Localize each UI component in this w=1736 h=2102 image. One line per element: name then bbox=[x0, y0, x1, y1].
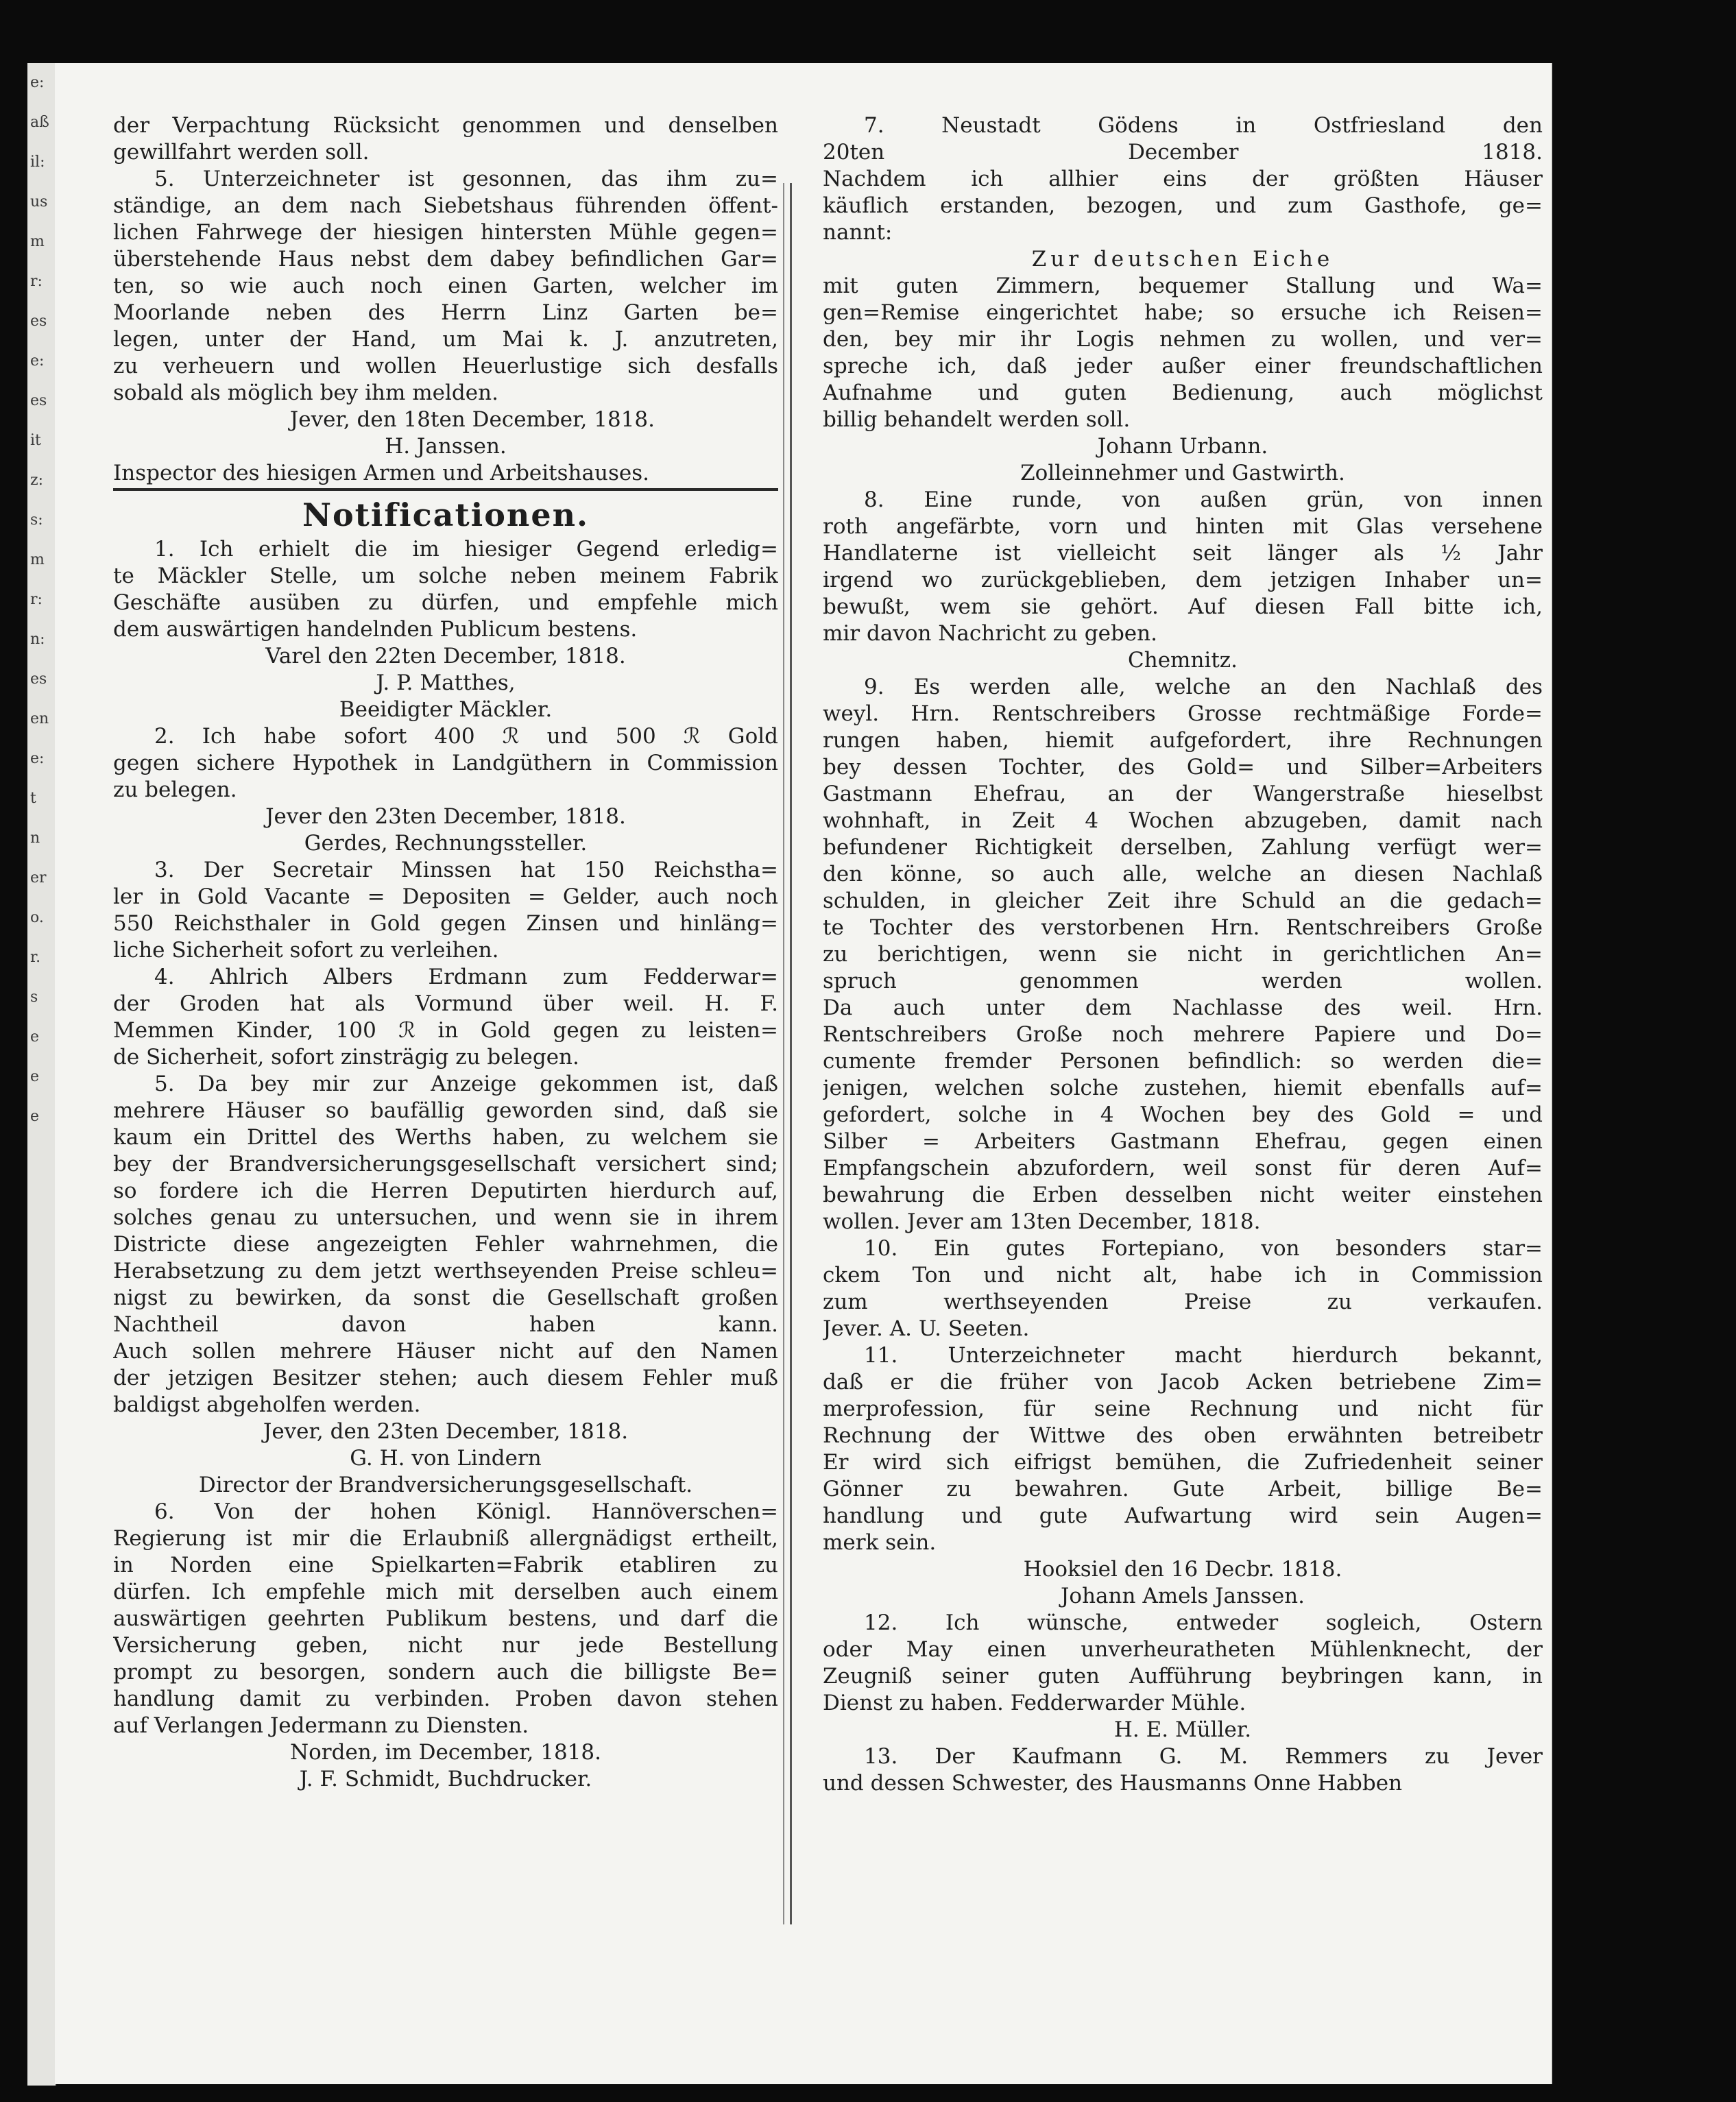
prev-page-fragment: s bbox=[30, 989, 38, 1006]
text-line: Empfangschein abzufordern, weil sonst für deren Auf= bbox=[823, 1156, 1543, 1181]
text-line: ckem Ton und nicht alt, habe ich in Commission bbox=[823, 1263, 1543, 1288]
text-line: Districte diese angezeigten Fehler wahrnehmen, die bbox=[113, 1232, 778, 1257]
notice bbox=[113, 723, 778, 857]
text-line: mehrere Häuser so baufällig geworden sind, daß sie bbox=[113, 1098, 778, 1123]
prev-page-fragment: e bbox=[30, 1028, 40, 1046]
text-line: Zeugniß seiner guten Aufführung beybringen kann, in bbox=[823, 1664, 1543, 1689]
scan-border-right bbox=[1551, 0, 1736, 2102]
text-line: te Mäckler Stelle, um solche neben meinem Fabrik bbox=[113, 564, 778, 588]
text-line: 9. Es werden alle, welche an den Nachlaß des bbox=[864, 675, 1543, 699]
notice-signoff: G. H. von Lindern bbox=[350, 1446, 542, 1471]
notice bbox=[823, 1610, 1543, 1743]
text-line: in Norden eine Spielkarten=Fabrik etabliren zu bbox=[113, 1553, 778, 1578]
text-line: dürfen. Ich empfehle mich mit derselben auch einem bbox=[113, 1580, 778, 1604]
text-line: 7. Neustadt Gödens in Ostfriesland den bbox=[864, 113, 1543, 138]
text-line: der Groden hat als Vormund über weil. H. F. bbox=[113, 991, 778, 1016]
left-column bbox=[113, 112, 778, 1793]
notice-signoff: Jever, den 23ten December, 1818. bbox=[263, 1419, 629, 1444]
intro-title: Inspector des hiesigen Armen und Arbeitshauses. bbox=[113, 461, 649, 485]
scan-border-top bbox=[0, 0, 1736, 63]
text-line: 3. Der Secretair Minssen hat 150 Reichstha= bbox=[154, 858, 778, 882]
scan-border-bottom bbox=[0, 2084, 1736, 2102]
text-line: gegen sichere Hypothek in Landgüthern in Commission bbox=[113, 751, 778, 775]
text-line: 8. Eine runde, von außen grün, von innen bbox=[864, 487, 1543, 512]
prev-page-fragment: n bbox=[30, 830, 40, 847]
notice-signoff: Director der Brandversicherungsgesellschaft. bbox=[198, 1473, 693, 1497]
prev-page-fragment: t bbox=[30, 790, 36, 807]
text-line: gen=Remise eingerichtet habe; so ersuche ich Reisen= bbox=[823, 300, 1543, 325]
text-line: Geschäfte ausüben zu dürfen, und empfehle mich bbox=[113, 590, 778, 615]
text-line: ler in Gold Vacante = Depositen = Gelder, auch noch bbox=[113, 884, 778, 909]
intro-notice bbox=[113, 112, 778, 407]
prev-page-fragment: il: bbox=[30, 154, 45, 171]
text-line: Da auch unter dem Nachlasse des weil. Hrn. bbox=[823, 995, 1543, 1020]
prev-page-fragment: r. bbox=[30, 949, 41, 966]
text-line: sobald als möglich bey ihm melden. bbox=[113, 380, 498, 405]
notice bbox=[113, 1499, 778, 1793]
notice-signoff: J. P. Matthes, bbox=[376, 671, 516, 695]
prev-page-fragment: e: bbox=[30, 352, 45, 370]
text-line: Versicherung geben, nicht nur jede Bestellung bbox=[113, 1633, 778, 1658]
text-line: Gastmann Ehefrau, an der Wangerstraße hieselbst bbox=[823, 782, 1543, 806]
section-rule bbox=[113, 488, 778, 491]
text-line: spreche ich, daß jeder außer einer freundschaftlichen bbox=[823, 354, 1543, 378]
text-line: wohnhaft, in Zeit 4 Wochen abzugeben, damit nach bbox=[823, 808, 1543, 833]
prev-page-fragment: en bbox=[30, 710, 49, 727]
text-line: überstehende Haus nebst dem dabey befindlichen Gar= bbox=[113, 247, 778, 271]
prev-page-fragment: es bbox=[30, 313, 47, 330]
text-line: te Tochter des verstorbenen Hrn. Rentschreibers Große bbox=[823, 915, 1543, 940]
prev-page-fragment: m bbox=[30, 233, 45, 250]
prev-page-fragment: r: bbox=[30, 273, 43, 290]
text-line: roth angefärbte, vorn und hinten mit Glas versehene bbox=[823, 514, 1543, 539]
text-line: käuflich erstanden, bezogen, und zum Gasthofe, ge= bbox=[823, 193, 1543, 218]
text-line: schulden, in gleicher Zeit ihre Schuld an die gedach= bbox=[823, 889, 1543, 913]
text-line: ten, so wie auch noch einen Garten, welcher im bbox=[113, 274, 778, 298]
text-line: bewußt, wem sie gehört. Auf diesen Fall bitte ich, bbox=[823, 594, 1543, 619]
text-line: merk sein. bbox=[823, 1530, 937, 1555]
text-line: handlung damit zu verbinden. Proben davon stehen bbox=[113, 1687, 778, 1711]
text-line: 2. Ich habe sofort 400 ℛ und 500 ℛ Gold bbox=[154, 724, 778, 749]
text-line: wollen. Jever am 13ten December, 1818. bbox=[823, 1209, 1261, 1234]
notice-signoff: Hooksiel den 16 Decbr. 1818. bbox=[1023, 1557, 1342, 1582]
text-line: billig behandelt werden soll. bbox=[823, 407, 1131, 432]
text-line: oder May einen unverheuratheten Mühlenknecht, der bbox=[823, 1637, 1543, 1662]
notice-signoff: Zolleinnehmer und Gastwirth. bbox=[1020, 461, 1345, 485]
text-line: Silber = Arbeiters Gastmann Ehefrau, gegen einen bbox=[823, 1129, 1543, 1154]
text-line: jenigen, welchen solche zustehen, hiemit ebenfalls auf= bbox=[823, 1076, 1543, 1100]
text-line: kaum ein Drittel des Werths haben, zu welchem sie bbox=[113, 1125, 778, 1150]
text-line: nigst zu bewirken, da sonst die Gesellschaft großen bbox=[113, 1285, 778, 1310]
text-line: legen, unter der Hand, um Mai k. J. anzutreten, bbox=[113, 327, 778, 352]
notice-signoff: J. F. Schmidt, Buchdrucker. bbox=[299, 1767, 592, 1791]
text-line: den könne, so auch alle, welche an diesen Nachlaß bbox=[823, 862, 1543, 886]
text-line: auswärtigen geehrten Publikum bestens, und darf die bbox=[113, 1606, 778, 1631]
text-line: der Verpachtung Rücksicht genommen und denselben bbox=[113, 113, 778, 138]
notice bbox=[823, 1743, 1543, 1797]
text-line: mit guten Zimmern, bequemer Stallung und Wa= bbox=[823, 274, 1543, 298]
text-line: bey der Brandversicherungsgesellschaft versichert sind; bbox=[113, 1152, 778, 1176]
text-line: daß er die früher von Jacob Acken betriebene Zim= bbox=[823, 1370, 1543, 1394]
text-line: Memmen Kinder, 100 ℛ in Gold gegen zu leisten= bbox=[113, 1018, 778, 1043]
text-line: liche Sicherheit sofort zu verleihen. bbox=[113, 938, 499, 963]
text-line: 4. Ahlrich Albers Erdmann zum Fedderwar= bbox=[154, 965, 778, 989]
text-line: dem auswärtigen handelnden Publicum bestens. bbox=[113, 617, 638, 642]
notice-signoff: Johann Urbann. bbox=[1097, 434, 1268, 459]
text-line: solches genau zu untersuchen, und wenn sie in ihrem bbox=[113, 1205, 778, 1230]
text-line: auf Verlangen Jedermann zu Diensten. bbox=[113, 1713, 529, 1738]
text-line: Aufnahme und guten Bedienung, auch möglichst bbox=[823, 380, 1543, 405]
prev-page-fragment: e: bbox=[30, 74, 45, 91]
text-line: gefordert, solche in 4 Wochen bey des Gold = und bbox=[823, 1102, 1543, 1127]
text-line: Jever. A. U. Seeten. bbox=[823, 1316, 1030, 1341]
notice-signoff: Gerdes, Rechnungssteller. bbox=[304, 831, 588, 856]
notice bbox=[823, 674, 1543, 1235]
prev-page-fragment: er bbox=[30, 869, 47, 886]
text-line: Regierung ist mir die Erlaubniß allergnädigst ertheilt, bbox=[113, 1526, 778, 1551]
notice bbox=[823, 112, 1543, 487]
left-notices bbox=[113, 536, 778, 1793]
text-line: Rechnung der Wittwe des oben erwähnten betreibetr bbox=[823, 1423, 1543, 1448]
prev-page-fragment: e bbox=[30, 1068, 40, 1085]
prev-page-fragment: e bbox=[30, 1108, 40, 1125]
notice bbox=[113, 857, 778, 964]
text-line: 6. Von der hohen Königl. Hannöverschen= bbox=[154, 1499, 778, 1524]
text-line: handlung und gute Aufwartung wird sein Augen= bbox=[823, 1503, 1543, 1528]
text-line: baldigst abgeholfen werden. bbox=[113, 1392, 421, 1417]
text-line: Rentschreibers Große noch mehrere Papiere und Do= bbox=[823, 1022, 1543, 1047]
text-line: de Sicherheit, sofort zinsträgig zu belegen. bbox=[113, 1045, 579, 1070]
prev-page-fragment: m bbox=[30, 551, 45, 568]
text-line: Nachtheil davon haben kann. bbox=[113, 1312, 778, 1337]
text-line: prompt zu besorgen, sondern auch die billigste Be= bbox=[113, 1660, 778, 1684]
notice-signoff: Norden, im December, 1818. bbox=[290, 1740, 601, 1765]
text-line: nannt: bbox=[823, 220, 893, 245]
prev-page-fragment: z: bbox=[30, 472, 44, 489]
inn-name: Zur deutschen Eiche bbox=[1031, 247, 1334, 271]
text-line: 12. Ich wünsche, entweder sogleich, Ostern bbox=[864, 1610, 1543, 1635]
previous-page-edge bbox=[27, 63, 56, 2086]
notice-signoff: Chemnitz. bbox=[1128, 648, 1238, 673]
text-line: zu belegen. bbox=[113, 777, 237, 802]
notice bbox=[113, 1071, 778, 1499]
prev-page-fragment: e: bbox=[30, 750, 45, 767]
notice-signoff: Beeidigter Mäckler. bbox=[339, 697, 553, 722]
text-line: zu berichtigen, wenn sie nicht in gerichtlichen An= bbox=[823, 942, 1543, 967]
intro-place-date: Jever, den 18ten December, 1818. bbox=[289, 407, 655, 432]
text-line: mir davon Nachricht zu geben. bbox=[823, 621, 1157, 646]
text-line: Handlaterne ist vielleicht seit länger als ½ Jahr bbox=[823, 541, 1543, 566]
section-heading: Notificationen. bbox=[302, 496, 590, 533]
text-line: 5. Unterzeichneter ist gesonnen, das ihm zu= bbox=[154, 167, 778, 191]
text-line: rungen haben, hiemit aufgefordert, ihre Rechnungen bbox=[823, 728, 1543, 753]
prev-page-fragment: o. bbox=[30, 909, 44, 926]
text-line: Er wird sich eifrigst bemühen, die Zufriedenheit seiner bbox=[823, 1450, 1543, 1475]
text-line: bey dessen Tochter, des Gold= und Silber=Arbeiters bbox=[823, 755, 1543, 780]
text-line: irgend wo zurückgeblieben, dem jetzigen Inhaber un= bbox=[823, 568, 1543, 592]
notice-signoff: Varel den 22ten December, 1818. bbox=[265, 644, 626, 668]
right-column bbox=[823, 112, 1543, 1797]
notice bbox=[823, 487, 1543, 674]
text-line: Gönner zu bewahren. Gute Arbeit, billige Be= bbox=[823, 1477, 1543, 1501]
text-line: und dessen Schwester, des Hausmanns Onne Habben bbox=[823, 1771, 1403, 1796]
text-line: befundener Richtigkeit derselben, Zahlung verfügt wer= bbox=[823, 835, 1543, 860]
prev-page-fragment: s: bbox=[30, 511, 43, 529]
text-line: gewillfahrt werden soll. bbox=[113, 140, 370, 165]
right-notices bbox=[823, 112, 1543, 1797]
text-line: 5. Da bey mir zur Anzeige gekommen ist, daß bbox=[154, 1072, 778, 1096]
text-line: ständige, an dem nach Siebetshaus führenden öffent- bbox=[113, 193, 778, 218]
text-line: Auch sollen mehrere Häuser nicht auf den Namen bbox=[113, 1339, 778, 1364]
text-line: lichen Fahrwege der hiesigen hintersten Mühle gegen= bbox=[113, 220, 778, 245]
column-divider bbox=[790, 183, 792, 1924]
notice bbox=[823, 1342, 1543, 1610]
text-line: merprofession, für seine Rechnung und nicht für bbox=[823, 1397, 1543, 1421]
prev-page-fragment: it bbox=[30, 432, 41, 449]
intro-signature: H. Janssen. bbox=[385, 434, 507, 459]
text-line: Moorlande neben des Herrn Linz Garten be= bbox=[113, 300, 778, 325]
prev-page-fragment: n: bbox=[30, 631, 45, 648]
text-line: 10. Ein gutes Fortepiano, von besonders star= bbox=[864, 1236, 1543, 1261]
text-line: 1. Ich erhielt die im hiesiger Gegend erledig= bbox=[154, 537, 778, 561]
prev-page-fragment: aß bbox=[30, 114, 49, 131]
text-line: zu verheuern und wollen Heuerlustige sich desfalls bbox=[113, 354, 778, 378]
newspaper-page bbox=[55, 63, 1551, 2084]
text-line: so fordere ich die Herren Deputirten hierdurch auf, bbox=[113, 1179, 778, 1203]
notice bbox=[113, 964, 778, 1071]
text-line: Nachdem ich allhier eins der größten Häuser bbox=[823, 167, 1543, 191]
notice-signoff: H. E. Müller. bbox=[1113, 1717, 1252, 1742]
text-line: 11. Unterzeichneter macht hierdurch bekannt, bbox=[864, 1343, 1543, 1368]
text-line: 20ten December 1818. bbox=[823, 140, 1543, 165]
notice-signoff: Johann Amels Janssen. bbox=[1061, 1584, 1305, 1608]
text-line: cumente fremder Personen befindlich: so werden die= bbox=[823, 1049, 1543, 1074]
text-line: zum werthseyenden Preise zu verkaufen. bbox=[823, 1290, 1543, 1314]
notice-signoff: Jever den 23ten December, 1818. bbox=[265, 804, 626, 829]
notice bbox=[823, 1235, 1543, 1342]
text-line: der jetzigen Besitzer stehen; auch diesem Fehler muß bbox=[113, 1366, 778, 1390]
text-line: spruch genommen werden wollen. bbox=[823, 969, 1543, 993]
text-line: bewahrung die Erben desselben nicht weiter einstehen bbox=[823, 1183, 1543, 1207]
text-line: Dienst zu haben. Fedderwarder Mühle. bbox=[823, 1691, 1246, 1715]
prev-page-fragment: us bbox=[30, 193, 48, 210]
notice bbox=[113, 536, 778, 723]
text-line: weyl. Hrn. Rentschreibers Grosse rechtmäßige Forde= bbox=[823, 701, 1543, 726]
prev-page-fragment: es bbox=[30, 671, 47, 688]
prev-page-fragment: r: bbox=[30, 591, 43, 608]
text-line: Herabsetzung zu dem jetzt werthseyenden Preise schleu= bbox=[113, 1259, 778, 1283]
column-divider-inner bbox=[783, 183, 784, 1924]
text-line: 550 Reichsthaler in Gold gegen Zinsen und hinläng= bbox=[113, 911, 778, 936]
text-line: den, bey mir ihr Logis nehmen zu wollen, und ver= bbox=[823, 327, 1543, 352]
prev-page-fragment: es bbox=[30, 392, 47, 409]
scan-border-left bbox=[0, 0, 27, 2102]
text-line: 13. Der Kaufmann G. M. Remmers zu Jever bbox=[864, 1744, 1543, 1769]
